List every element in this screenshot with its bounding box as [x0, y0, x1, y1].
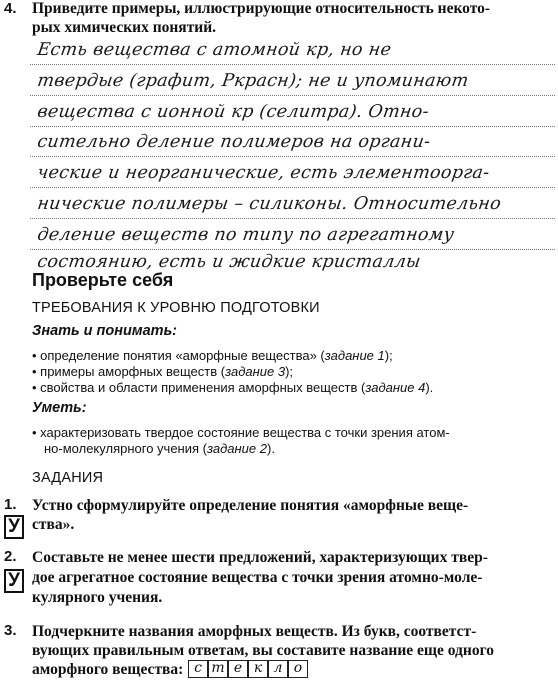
task-1-text-line-1: Устно сформулируйте определение понятия «аморфные веще- [32, 497, 469, 514]
tasks-heading: ЗАДАНИЯ [32, 470, 104, 486]
handwritten-answer-line-5: ческие и неорганические, есть элементоорга- [36, 163, 491, 183]
answer-rule-line [30, 249, 555, 250]
handwritten-answer-line-4: сительно деление полимеров на органи- [36, 132, 432, 152]
task-2-text-line-1: Составьте не менее шести предложений, характеризующих твер- [32, 549, 488, 566]
can-item-line-2: но-молекулярного учения (задание 2). [44, 441, 275, 456]
handwritten-answer-line-8: состоянию, есть и жидкие кристаллы [36, 252, 423, 272]
answer-rule-line [30, 156, 555, 157]
answer-letter-cell[interactable]: к [248, 660, 268, 678]
task-4-number: 4. [4, 0, 17, 17]
handwritten-answer-line-2: твердые (графит, Ркрасн); не и упоминают [36, 71, 470, 91]
oral-task-badge: У [4, 515, 24, 539]
answer-rule-line [30, 64, 555, 65]
answer-letter-cell[interactable]: о [288, 660, 308, 678]
task-2-text-line-2: дое агрегатное состояние вещества с точки зрения атомно-моле- [32, 569, 483, 586]
task-3-text-line-1: Подчеркните названия аморфных веществ. Из букв, соответст- [32, 623, 477, 640]
requirements-heading: ТРЕБОВАНИЯ К УРОВНЮ ПОДГОТОВКИ [32, 300, 320, 316]
handwritten-answer-line-7: деление веществ по типу по агрегатному [36, 225, 456, 245]
answer-letter-cell[interactable]: е [228, 660, 248, 678]
answer-rule-line [30, 126, 555, 127]
know-item: • примеры аморфных веществ (задание 3); [32, 364, 294, 379]
task-3-number: 3. [4, 622, 17, 639]
handwritten-answer-line-3: вещества с ионной кр (селитра). Отно- [36, 102, 431, 122]
answer-letter-cell[interactable]: л [268, 660, 288, 678]
answer-rule-line [30, 187, 555, 188]
task-2-number: 2. [4, 548, 17, 565]
handwritten-answer-line-6: нические полимеры – силиконы. Относительно [36, 194, 503, 214]
answer-rule-line [30, 95, 555, 96]
answer-letter-cell[interactable]: с [188, 660, 208, 678]
answer-rule-line [30, 218, 555, 219]
task-1-text-line-2: ства». [32, 516, 75, 533]
answer-letter-cell[interactable]: т [208, 660, 228, 678]
handwritten-answer-line-1: Есть вещества с атомной кр, но не [36, 40, 393, 60]
task-2-text-line-3: кулярного учения. [32, 589, 163, 606]
task-3-text-line-3: аморфного вещества: [32, 661, 184, 678]
can-label: Уметь: [32, 400, 87, 416]
section-title: Проверьте себя [32, 270, 174, 290]
know-item: • свойства и области применения аморфных веществ (задание 4). [32, 380, 434, 395]
know-item: • определение понятия «аморфные вещества» (задание 1); [32, 348, 393, 363]
answer-letter-boxes[interactable] [188, 660, 312, 678]
know-label: Знать и понимать: [32, 323, 178, 339]
can-item-line-1: • характеризовать твердое состояние вещества с точки зрения атом- [32, 425, 450, 440]
task-4-text-line-1: Приведите примеры, иллюстрирующие относительность некото- [32, 0, 491, 17]
oral-task-badge: У [4, 569, 24, 593]
task-4-text-line-2: рых химических понятий. [32, 19, 217, 36]
task-3-text-line-2: вующих правильным ответам, вы составите название еще одного [32, 642, 494, 659]
task-1-number: 1. [4, 496, 17, 513]
